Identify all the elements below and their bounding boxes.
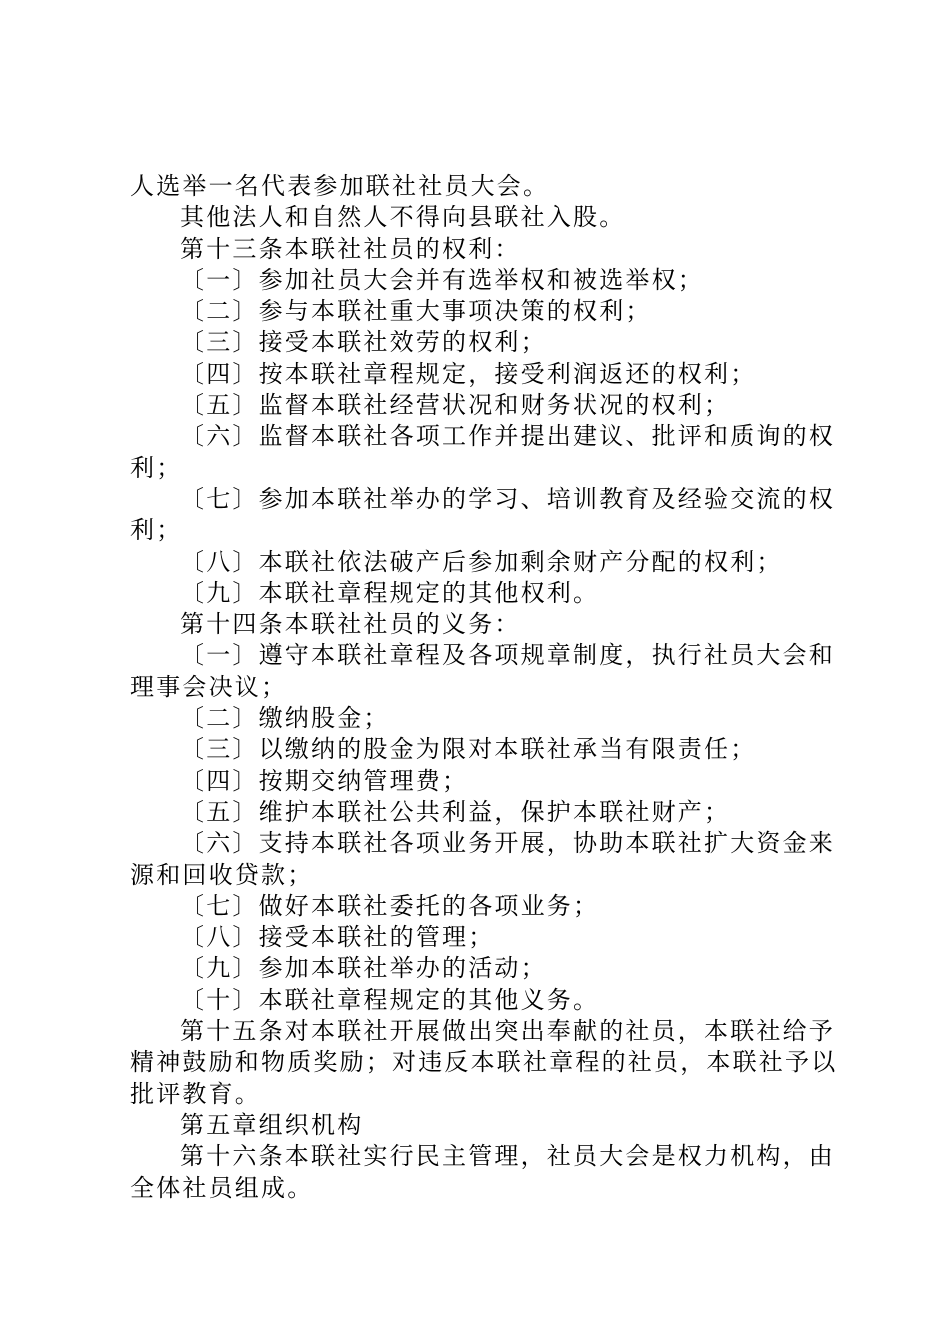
article-heading: 第十四条本联社社员的义务：	[180, 610, 521, 639]
list-item: 〔六〕支持本联社各项业务开展，协助本联社扩大资金来	[180, 829, 835, 858]
list-item: 〔四〕按本联社章程规定，接受利润返还的权利；	[180, 359, 757, 388]
document-body	[130, 171, 838, 1204]
text-line: 全体社员组成。	[130, 1173, 314, 1202]
article-paragraph: 第十六条本联社实行民主管理，社员大会是权力机构，由	[180, 1142, 835, 1171]
list-item: 〔三〕以缴纳的股金为限对本联社承当有限责任；	[180, 735, 757, 764]
text-line: 精神鼓励和物质奖励；对违反本联社章程的社员，本联社予以	[130, 1048, 838, 1077]
list-item: 〔六〕监督本联社各项工作并提出建议、批评和质询的权	[180, 422, 835, 451]
article-paragraph: 第十五条对本联社开展做出突出奉献的社员，本联社给予	[180, 1017, 835, 1046]
text-line: 利；	[130, 453, 183, 482]
text-line: 理事会决议；	[130, 672, 288, 701]
text-line: 其他法人和自然人不得向县联社入股。	[180, 203, 626, 232]
list-item: 〔七〕做好本联社委托的各项业务；	[180, 891, 600, 920]
text-line: 人选举一名代表参加联社社员大会。	[130, 172, 550, 200]
chapter-heading: 第五章组织机构	[180, 1110, 364, 1139]
list-item: 〔四〕按期交纳管理费；	[180, 766, 469, 795]
list-item: 〔九〕参加本联社举办的活动；	[180, 954, 547, 983]
list-item: 〔八〕接受本联社的管理；	[180, 923, 495, 952]
list-item: 〔八〕本联社依法破产后参加剩余财产分配的权利；	[180, 547, 783, 576]
article-heading: 第十三条本联社社员的权利：	[180, 234, 521, 263]
list-item: 〔三〕接受本联社效劳的权利；	[180, 328, 547, 357]
list-item: 〔十〕本联社章程规定的其他义务。	[180, 985, 600, 1014]
list-item: 〔一〕参加社员大会并有选举权和被选举权；	[180, 265, 704, 294]
list-item: 〔二〕缴纳股金；	[180, 704, 390, 733]
list-item: 〔五〕监督本联社经营状况和财务状况的权利；	[180, 391, 731, 420]
list-item: 〔九〕本联社章程规定的其他权利。	[180, 578, 600, 607]
text-line: 利；	[130, 516, 183, 545]
list-item: 〔七〕参加本联社举办的学习、培训教育及经验交流的权	[180, 484, 835, 513]
list-item: 〔二〕参与本联社重大事项决策的权利；	[180, 297, 652, 326]
text-line: 批评教育。	[130, 1079, 261, 1108]
list-item: 〔一〕遵守本联社章程及各项规章制度，执行社员大会和	[180, 641, 835, 670]
text-line: 源和回收贷款；	[130, 860, 314, 889]
list-item: 〔五〕维护本联社公共利益，保护本联社财产；	[180, 797, 731, 826]
